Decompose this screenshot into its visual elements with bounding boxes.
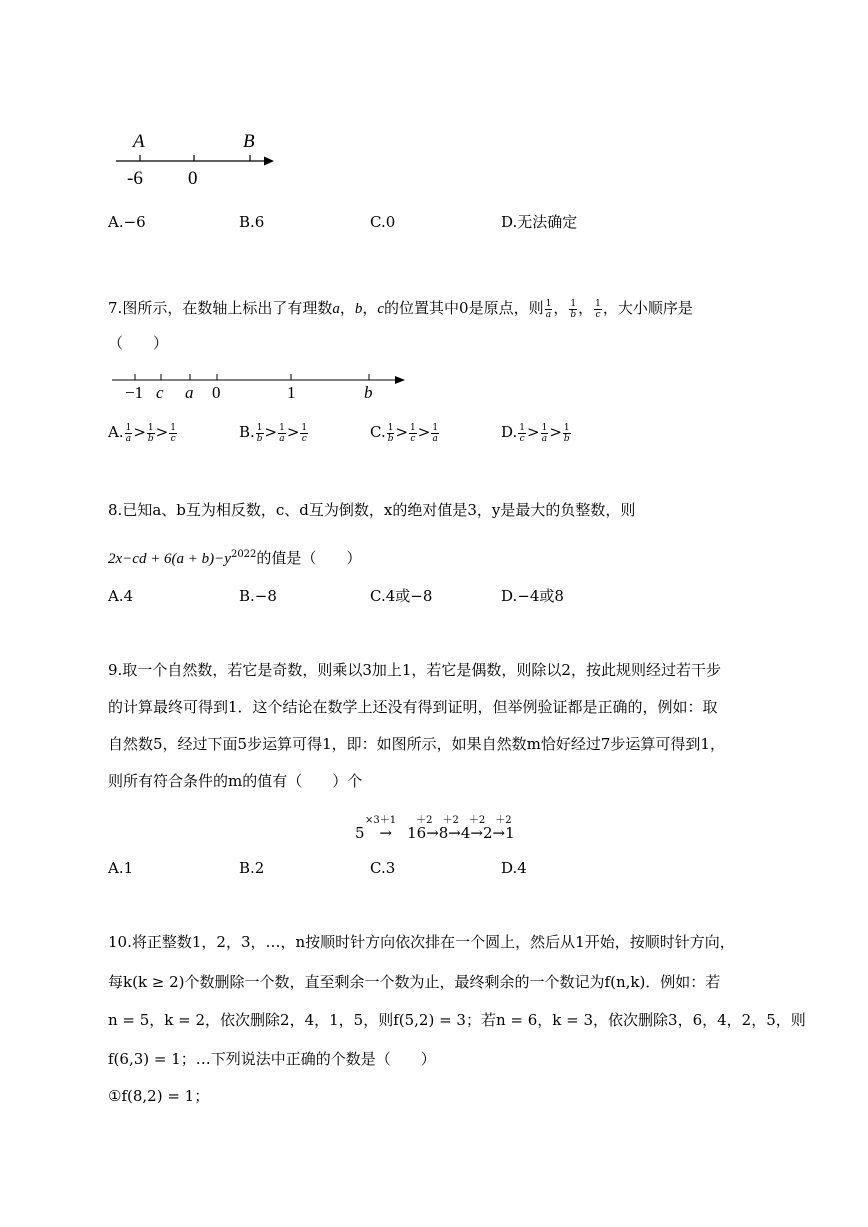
q9-diagram-sequence: 5 → 16→8→4→2→1 — [355, 824, 515, 842]
q9-option-a[interactable] — [108, 858, 133, 878]
q6-option-c[interactable] — [370, 212, 395, 232]
gt-sign: > — [395, 423, 409, 441]
option-letter: C. — [370, 859, 386, 877]
separator: ， — [362, 299, 378, 317]
zero: 0 — [459, 299, 469, 317]
option-letter: B. — [239, 213, 255, 231]
option-value: 4 — [517, 859, 527, 877]
math-expression: 2x−cd + 6(a + b)−y — [108, 551, 231, 567]
stem-text: 取一个自然数，若它是奇数，则乘以3加上1，若它是偶数，则除以2，按此规则经过若干步 — [122, 661, 721, 679]
tick-minus1: −1 — [125, 383, 144, 402]
q7-stem — [108, 298, 693, 320]
q6-option-b[interactable] — [239, 212, 264, 232]
q8-option-a[interactable] — [108, 586, 133, 606]
separator: ， — [553, 299, 569, 317]
option-letter: C. — [370, 423, 386, 441]
option-letter: A. — [108, 587, 124, 605]
option-value: 3 — [385, 859, 396, 877]
stem-text: 已知a、b互为相反数，c、d互为倒数，x的绝对值是3，y是最大的负整数，则 — [122, 501, 636, 519]
tick-label-minus6: -6 — [127, 168, 143, 189]
q8-stem-line1 — [108, 500, 635, 520]
stem-text: 是原点，则 — [468, 299, 544, 317]
q9-option-d[interactable] — [501, 858, 527, 878]
q7-number-line — [108, 364, 413, 404]
question-number: 8. — [108, 501, 123, 519]
option-value: 1 — [123, 859, 134, 877]
question-number: 10. — [108, 933, 132, 951]
q7-option-b[interactable]: B. $\frac{1}{b}$ > $\frac{1}{a}$ > $\frac{1}{c}$ — [239, 422, 308, 444]
option-value: −4或8 — [517, 587, 564, 605]
frac-1-over-b: $\frac{1}{b}$ — [570, 298, 577, 320]
q10-stem-line3: n = 5，k = 2，依次删除2，4，1，5，则f(5,2) = 3；若n = 6，k = 3，依次删除3，6，4，2，5，则 — [108, 1011, 806, 1029]
q7-paren: （ ） — [108, 334, 169, 352]
separator: ， — [578, 299, 594, 317]
q10-stem-line4: f(6,3) = 1；…下列说法中正确的个数是（ ） — [108, 1050, 436, 1068]
option-letter: A. — [108, 423, 124, 441]
q8-option-d[interactable] — [501, 586, 564, 606]
exponent: 2022 — [230, 549, 257, 560]
stem-text: 将正整数1，2，3，…，n按顺时针方向依次排在一个圆上，然后从1开始，按顺时针方向， — [131, 933, 735, 951]
question-number: 7. — [108, 299, 123, 317]
option-letter: B. — [239, 423, 255, 441]
q6-number-line — [110, 125, 290, 190]
gt-sign: > — [133, 423, 146, 441]
stem-text: 的位置其中 — [384, 299, 460, 317]
separator: ， — [339, 299, 355, 317]
q7-option-c[interactable]: C. $\frac{1}{b}$ > $\frac{1}{c}$ > $\frac{1}{a}$ — [370, 422, 439, 444]
q9-option-b[interactable] — [239, 858, 264, 878]
point-b-label: B — [243, 131, 255, 152]
gt-sign: > — [155, 423, 169, 441]
gt-sign: > — [549, 423, 562, 441]
q10-stem-line2: 每k(k ≥ 2)个数删除一个数，直至剩余一个数为止，最终剩余的一个数记为f(n,k)．例如：若 — [108, 973, 721, 991]
option-letter: D. — [501, 587, 518, 605]
gt-sign: > — [527, 423, 540, 441]
stem-text: 图所示，在数轴上标出了有理数 — [122, 299, 333, 317]
var-a: a — [332, 301, 340, 317]
option-value: 4或−8 — [385, 587, 433, 605]
q8-option-c[interactable] — [370, 586, 432, 606]
tick-one: 1 — [287, 383, 296, 402]
frac-1-over-a: $\frac{1}{a}$ — [545, 298, 552, 320]
tick-b: b — [364, 383, 373, 402]
q7-option-d[interactable]: D. $\frac{1}{c}$ > $\frac{1}{a}$ > $\frac{1}{b}$ — [501, 422, 570, 444]
q9-option-c[interactable] — [370, 858, 395, 878]
option-value: −8 — [254, 587, 277, 605]
var-c: c — [377, 301, 385, 317]
option-value: 2 — [254, 859, 265, 877]
question-number: 9. — [108, 661, 123, 679]
option-letter: D. — [501, 213, 518, 231]
option-letter: B. — [239, 859, 255, 877]
option-value: 6 — [254, 213, 265, 231]
tick-c: c — [156, 383, 164, 402]
tick-a: a — [185, 383, 194, 402]
gt-sign: > — [286, 423, 300, 441]
q8-option-b[interactable] — [239, 586, 277, 606]
q8-stem-line2 — [108, 545, 361, 569]
stem-text: ，大小顺序是 — [602, 299, 693, 317]
gt-sign: > — [417, 423, 431, 441]
option-letter: A. — [108, 213, 124, 231]
option-value: −6 — [123, 213, 146, 231]
option-letter: B. — [239, 587, 255, 605]
gt-sign: > — [264, 423, 278, 441]
stem-text: 的值是（ ） — [256, 549, 362, 567]
tick-zero: 0 — [212, 383, 221, 402]
q7-option-a[interactable]: A. $\frac{1}{a}$ > $\frac{1}{b}$ > $\frac{1}{c}$ — [108, 422, 176, 444]
q6-option-d[interactable] — [501, 212, 577, 232]
option-letter: A. — [108, 859, 124, 877]
tick-label-zero: 0 — [188, 168, 198, 189]
option-letter: D. — [501, 423, 518, 441]
option-value: 4 — [123, 587, 134, 605]
q9-stem-line2: 的计算最终可得到1．这个结论在数学上还没有得到证明，但举例验证都是正确的，例如：取 — [108, 698, 718, 716]
option-value: 0 — [385, 213, 396, 231]
point-a-label: A — [133, 131, 145, 152]
option-letter: C. — [370, 587, 386, 605]
option-letter: D. — [501, 859, 518, 877]
frac-1-over-c: $\frac{1}{c}$ — [595, 298, 601, 320]
q6-option-a[interactable] — [108, 212, 146, 232]
q9-diagram-ops: ×3＋1 ＋2 ＋2 ＋2 ＋2 — [365, 815, 512, 826]
q9-stem-line3: 自然数5，经过下面5步运算可得1，即：如图所示，如果自然数m恰好经过7步运算可得到1， — [108, 735, 725, 753]
q10-item-1: ①f(8,2) = 1； — [108, 1087, 210, 1105]
q9-stem-line1 — [108, 660, 721, 680]
option-value: 无法确定 — [517, 213, 578, 231]
option-letter: C. — [370, 213, 386, 231]
q10-stem-line1 — [108, 932, 735, 952]
var-b: b — [354, 301, 363, 317]
q9-stem-line4: 则所有符合条件的m的值有（ ）个 — [108, 772, 363, 790]
